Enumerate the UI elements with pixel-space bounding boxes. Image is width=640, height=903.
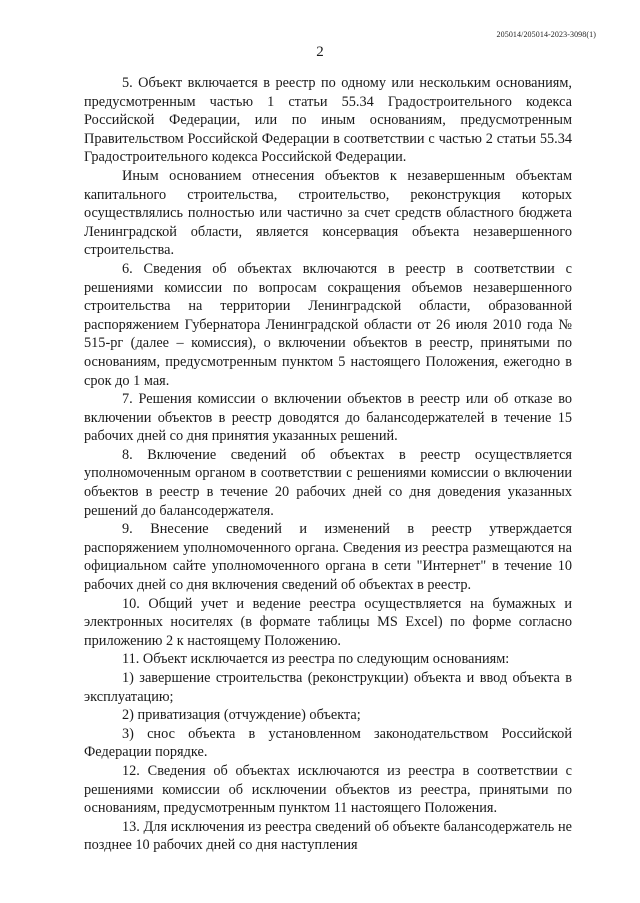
paragraph-9: 9. Внесение сведений и изменений в реестр утверждается распоряжением уполномоченного органа. Сведения из реестра размещаются на официальном сайте уполномоченного органа в сети "Интернет" в течение 10 рабочих дней со дня включения сведений об объектах в реестр. (84, 521, 572, 594)
page-number: 2 (316, 44, 324, 60)
paragraph-5-other-grounds: Иным основанием отнесения объектов к незавершенным объектам капитального строительства, строительство, реконструкция которых осуществлялись полностью или частично за счет средств областного бюджета Ленинградской области, является консервация объекта незавершенного строительства. (84, 167, 572, 259)
paragraph-8: 8. Включение сведений об объектах в реестр осуществляется уполномоченным органом в соответствии с решениями комиссии о включении объектов в реестр в течение 20 рабочих дней со дня доведения указанных решений до балансодержателя. (84, 446, 572, 519)
paragraph-11-item-3: 3) снос объекта в установленном законодательством Российской Федерации порядке. (84, 725, 572, 761)
paragraph-13: 13. Для исключения из реестра сведений об объекте балансодержатель не позднее 10 рабочих дней со дня наступления (84, 818, 572, 854)
paragraph-11-item-2: 2) приватизация (отчуждение) объекта; (122, 707, 361, 724)
document-body (84, 74, 572, 855)
paragraph-6: 6. Сведения об объектах включаются в реестр в соответствии с решениями комиссии по вопросам сокращения объемов незавершенного строительства на территории Ленинградской области, образованной распоряжением Губернатора Ленинградской области от 26 июля 2010 года № 515-рг (далее – комиссия), о включении объектов в реестр, принятыми по основаниям, предусмотренным пунктом 5 настоящего Положения, ежегодно в срок до 1 мая. (84, 260, 572, 389)
paragraph-11: 11. Объект исключается из реестра по следующим основаниям: (122, 651, 510, 668)
paragraph-12: 12. Сведения об объектах исключаются из реестра в соответствии с решениями комиссии об исключении объектов из реестра, принятыми по основаниям, предусмотренным пунктом 11 настоящего Положения. (84, 762, 572, 817)
paragraph-7: 7. Решения комиссии о включении объектов в реестр или об отказе во включении объектов в реестр доводятся до балансодержателей в течение 15 рабочих дней со дня принятия указанных решений. (84, 391, 572, 445)
paragraph-10: 10. Общий учет и ведение реестра осуществляется на бумажных и электронных носителях (в формате таблицы MS Excel) по форме согласно приложению 2 к настоящему Положению. (84, 595, 572, 649)
paragraph-11-item-1: 1) завершение строительства (реконструкции) объекта и ввод объекта в эксплуатацию; (84, 670, 572, 705)
document-id: 205014/205014-2023-3098(1) (496, 30, 596, 39)
paragraph-5: 5. Объект включается в реестр по одному или нескольким основаниям, предусмотренным частью 1 статьи 55.34 Градостроительного кодекса Российской Федерации, или по иным основаниям, предусмотренным Правительством Российской Федерации в соответствии с частью 2 статьи 55.34 Градостроительного кодекса Российской Федерации. (84, 75, 572, 166)
